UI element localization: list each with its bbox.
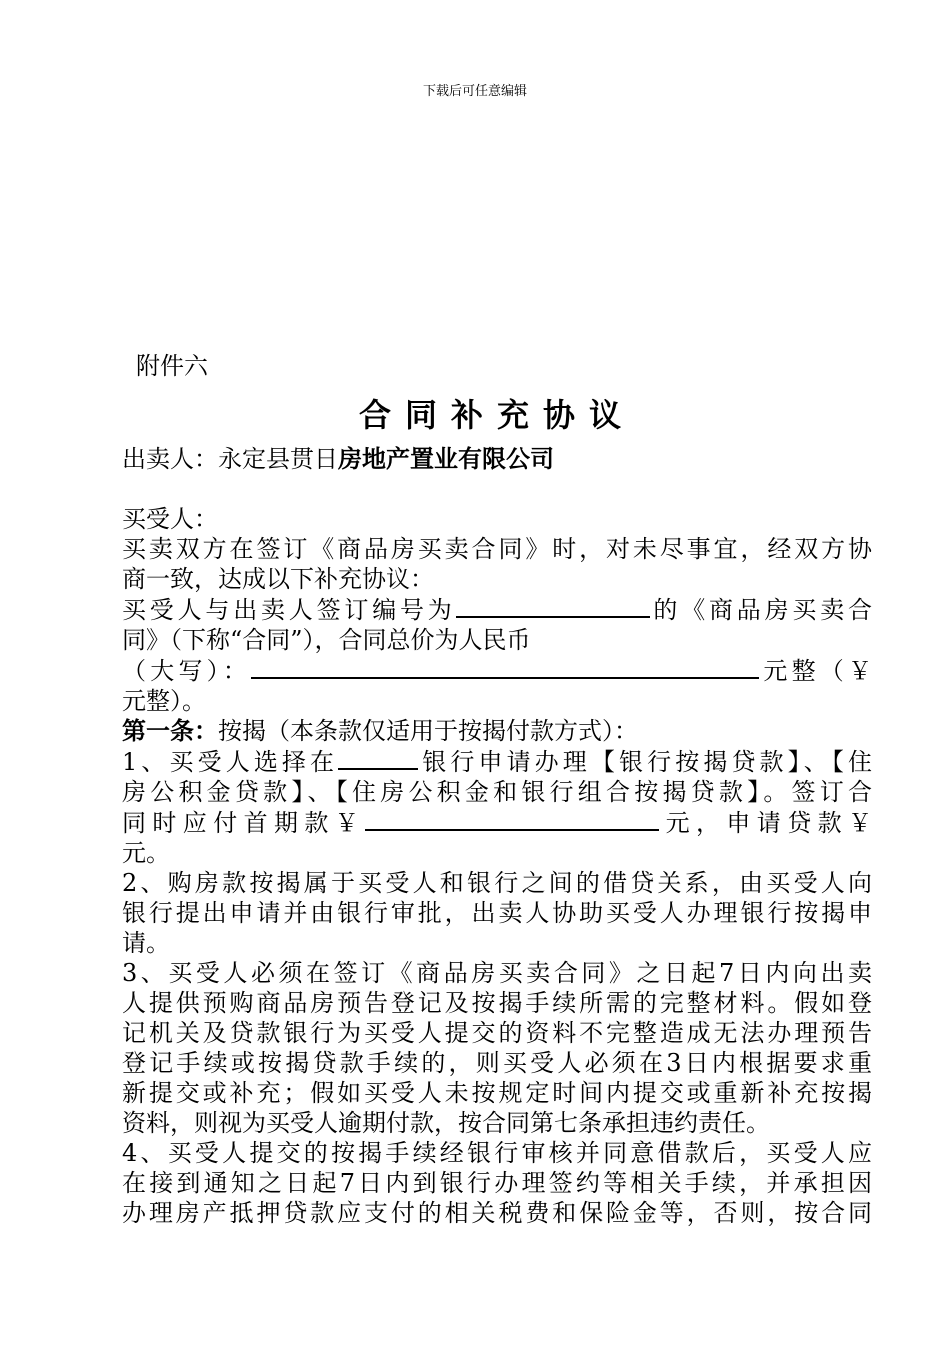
- article-1-heading: 第一条：按揭（本条款仅适用于按揭付款方式）：: [122, 717, 638, 745]
- contract-number-blank[interactable]: [456, 594, 650, 618]
- paragraph-3-line: 登记手续或按揭贷款手续的，则买受人必须在3日内根据要求重: [122, 1049, 872, 1077]
- bank-name-blank[interactable]: [338, 746, 418, 770]
- paragraph-1-line: 1、买受人选择在 银行申请办理【银行按揭贷款】、【住: [122, 748, 872, 776]
- paragraph-3-line: 记机关及贷款银行为买受人提交的资料不完整造成无法办理预告: [122, 1019, 872, 1047]
- paragraph-3-line: 3、买受人必须在签订《商品房买卖合同》之日起7日内向出卖: [122, 959, 872, 987]
- contract-number-line: 买受人与出卖人签订编号为 的《商品房买卖合: [122, 596, 873, 624]
- paragraph-4-line: 在接到通知之日起7日内到银行办理签约等相关手续，并承担因: [122, 1169, 872, 1197]
- seller-line: [122, 444, 872, 474]
- seller-name: 房地产置业有限公司: [338, 445, 554, 473]
- paragraph-2-line: 银行提出申请并由银行审批，出卖人协助买受人办理银行按揭申: [122, 899, 872, 927]
- seller-label: 出卖人：永定县贯日: [122, 445, 338, 473]
- paragraph-4-line: 4、买受人提交的按揭手续经银行审核并同意借款后，买受人应: [122, 1139, 872, 1167]
- paragraph-2-line: 请。: [122, 929, 170, 957]
- document-body: [122, 348, 872, 1228]
- paragraph-3-line: 新提交或补充；假如买受人未按规定时间内提交或重新补充按揭: [122, 1079, 872, 1107]
- document-title: 合同补充协议: [358, 396, 635, 434]
- down-payment-blank[interactable]: [365, 807, 659, 831]
- paragraph-2-line: 2、购房款按揭属于买受人和银行之间的借贷关系，由买受人向: [122, 869, 872, 897]
- paragraph-1-line: 元。: [122, 839, 170, 867]
- amount-uppercase-blank[interactable]: [251, 655, 759, 679]
- amount-line: （大写）： 元整（￥: [122, 657, 873, 685]
- page-header: 下载后可任意编辑: [422, 84, 527, 99]
- amount-line-end: 元整）。: [122, 687, 206, 715]
- paragraph-4-line: 办理房产抵押贷款应支付的相关税费和保险金等，否则，按合同: [122, 1199, 872, 1227]
- contract-total-line: 同》（下称“合同”），合同总价为人民币: [122, 626, 531, 654]
- intro-line: 商一致，达成以下补充协议：: [122, 565, 434, 593]
- buyer-line: 买受人：: [122, 505, 218, 533]
- intro-line: 买卖双方在签订《商品房买卖合同》时，对未尽事宜，经双方协: [122, 535, 872, 563]
- paragraph-3-line: 人提供预购商品房预告登记及按揭手续所需的完整材料。假如登: [122, 989, 872, 1017]
- attachment-label: 附件六: [136, 352, 208, 380]
- paragraph-1-line: 同时应付首期款￥ 元，申请贷款￥: [122, 809, 873, 837]
- paragraph-1-line: 房公积金贷款】、【住房公积金和银行组合按揭贷款】。签订合: [122, 778, 872, 806]
- paragraph-3-line: 资料，则视为买受人逾期付款，按合同第七条承担违约责任。: [122, 1109, 770, 1137]
